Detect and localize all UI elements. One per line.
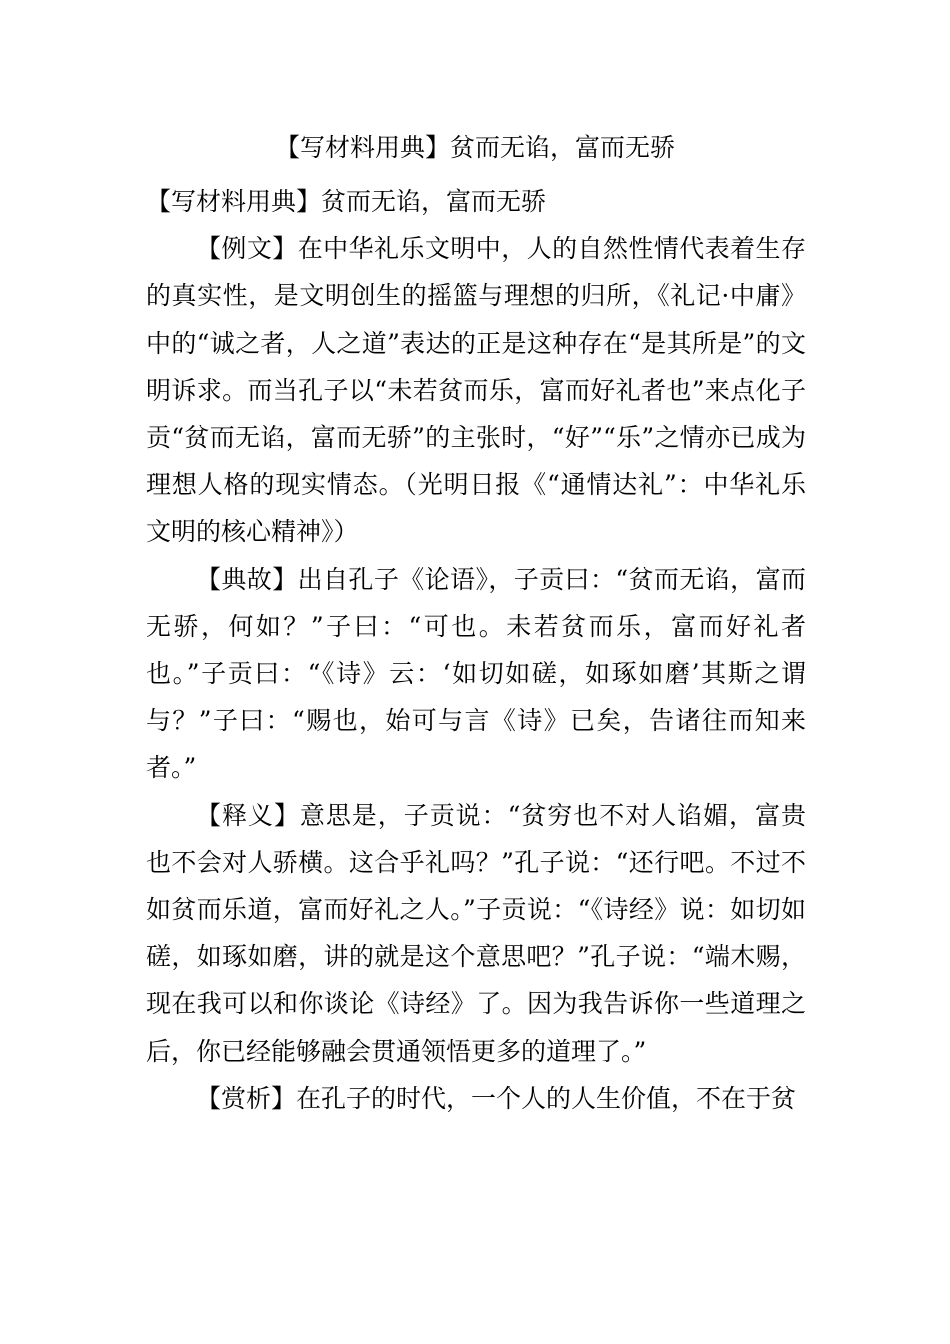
paragraph-heading: 【写材料用典】贫而无谄，富而无骄 (146, 187, 547, 216)
paragraph-allusion: 【典故】出自孔子《论语》，子贡曰：“贫而无谄，富而无骄，何如？”子曰：“可也。未若贫而乐，富而好礼者也。”子贡曰：“《诗》云：‘如切如磋，如琢如磨’其斯之谓与？”子曰：“赐也，始可与言《诗》已矣，告诸往而知来者。” (146, 564, 806, 783)
paragraph-interpretation: 【释义】意思是，子贡说：“贫穷也不对人谄媚，富贵也不会对人骄横。这合乎礼吗？”孔子说：“还行吧。不过不如贫而乐道，富而好礼之人。”子贡说：“《诗经》说：如切如磋，如琢如磨，讲的就是这个意思吧？”孔子说：“端木赐，现在我可以和你谈论《诗经》了。因为我告诉你一些道理之后，你已经能够融会贯通领悟更多的道理了。” (146, 800, 806, 1066)
paragraph-example: 【例文】在中华礼乐文明中，人的自然性情代表着生存的真实性，是文明创生的摇篮与理想的归所，《礼记·中庸》中的“诚之者，人之道”表达的正是这种存在“是其所是”的文明诉求。而当孔子以“未若贫而乐，富而好礼者也”来点化子贡“贫而无谄，富而无骄”的主张时，“好”“乐”之情亦已成为理想人格的现实情态。（光明日报《“通情达礼”：中华礼乐文明的核心精神》） (146, 234, 806, 547)
document-title: 【写材料用典】贫而无谄，富而无骄 (274, 133, 675, 162)
paragraph-appreciation: 【赏析】在孔子的时代，一个人的人生价值，不在于贫 (196, 1083, 797, 1113)
document-body (146, 178, 806, 1122)
